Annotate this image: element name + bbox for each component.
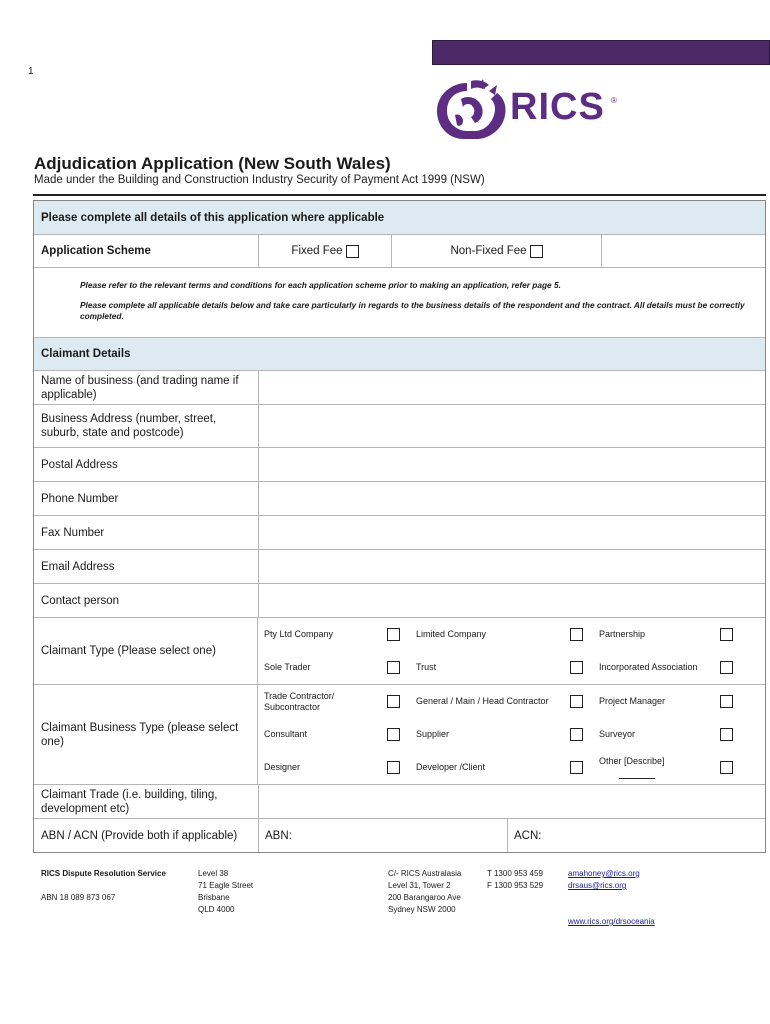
application-form (33, 200, 766, 853)
address-line: Brisbane (198, 893, 230, 902)
option-surveyor: Surveyor (599, 729, 636, 739)
footer-abn: ABN 18 089 873 067 (41, 893, 116, 902)
field-row-business-name (34, 371, 765, 405)
partnership-checkbox[interactable] (720, 628, 733, 641)
option-partnership: Partnership (599, 629, 646, 639)
page-subtitle: Made under the Building and Construction Industry Security of Payment Act 1999 (NSW) (34, 174, 485, 186)
address-line: Level 31, Tower 2 (388, 881, 451, 890)
note-terms: Please refer to the relevant terms and conditions for each application scheme prior to making an application, refer page 5. (80, 280, 561, 290)
option-other (593, 751, 715, 784)
option-limited-company: Limited Company (416, 629, 487, 639)
claimant-header-text: Claimant Details (41, 348, 131, 360)
contact-person-label: Contact person (34, 584, 259, 617)
abn-label: ABN: (265, 829, 292, 842)
application-scheme-row (34, 235, 765, 268)
consultant-checkbox[interactable] (387, 728, 400, 741)
option-sole-trader: Sole Trader (264, 662, 311, 672)
scheme-label: Application Scheme (34, 235, 259, 267)
address-line: C/- RICS Australasia (388, 869, 462, 878)
intro-section-header (34, 201, 765, 235)
scheme-blank-cell (602, 235, 765, 267)
other-checkbox[interactable] (720, 761, 733, 774)
surveyor-checkbox[interactable] (720, 728, 733, 741)
email-link-drsaus[interactable]: drsaus@rics.org (568, 881, 627, 890)
email-link-amahoney[interactable]: amahoney@rics.org (568, 869, 640, 878)
non-fixed-fee-label: Non-Fixed Fee (450, 245, 527, 257)
abn-acn-label: ABN / ACN (Provide both if applicable) (34, 819, 259, 852)
contact-person-input[interactable] (259, 584, 765, 617)
other-describe-label: Other [Describe] (599, 756, 665, 766)
option-project-manager: Project Manager (599, 696, 666, 706)
business-type-label: Claimant Business Type (please select one) (34, 685, 258, 784)
footer-contact-numbers (487, 868, 543, 892)
project-manager-checkbox[interactable] (720, 695, 733, 708)
email-label: Email Address (34, 550, 259, 583)
option-designer: Designer (264, 762, 301, 772)
sole-trader-checkbox[interactable] (387, 661, 400, 674)
fax-label: Fax Number (34, 516, 259, 549)
claimant-type-row (34, 618, 765, 685)
option-pty-ltd: Pty Ltd Company (264, 629, 334, 639)
footer-org-name: RICS Dispute Resolution Service (41, 869, 166, 878)
abn-field[interactable] (259, 819, 508, 852)
field-row-contact (34, 584, 765, 618)
field-row-business-address (34, 405, 765, 448)
limited-company-checkbox[interactable] (570, 628, 583, 641)
claimant-type-label: Claimant Type (Please select one) (34, 618, 258, 684)
footer-phone: T 1300 953 459 (487, 869, 543, 878)
option-supplier: Supplier (416, 729, 450, 739)
footer-links (568, 868, 655, 928)
option-general-contractor: General / Main / Head Contractor (416, 696, 549, 706)
phone-input[interactable] (259, 482, 765, 515)
non-fixed-fee-checkbox[interactable] (530, 245, 543, 258)
business-name-input[interactable] (259, 371, 765, 404)
option-incorporated-association: Incorporated Association (599, 662, 698, 672)
page-title: Adjudication Application (New South Wales) (34, 154, 391, 173)
pty-ltd-checkbox[interactable] (387, 628, 400, 641)
designer-checkbox[interactable] (387, 761, 400, 774)
fixed-fee-option[interactable] (259, 235, 392, 267)
page-number: 1 (28, 66, 34, 77)
fixed-fee-label: Fixed Fee (291, 245, 343, 257)
other-describe-line[interactable] (619, 778, 655, 779)
registered-mark: ® (611, 96, 617, 105)
abn-acn-row (34, 819, 765, 852)
address-line: QLD 4000 (198, 905, 235, 914)
fixed-fee-checkbox[interactable] (346, 245, 359, 258)
postal-address-label: Postal Address (34, 448, 259, 481)
option-consultant: Consultant (264, 729, 308, 739)
note-details: Please complete all applicable details below and take care particularly in regards to the business details of the respondent and the contract. All details must be correctly completed. (80, 300, 745, 321)
non-fixed-fee-option[interactable] (392, 235, 602, 267)
option-developer-client: Developer /Client (416, 762, 486, 772)
footer-org-block (41, 868, 166, 904)
acn-field[interactable] (508, 819, 765, 852)
postal-address-input[interactable] (259, 448, 765, 481)
business-address-label: Business Address (number, street, suburb, state and postcode) (34, 405, 259, 447)
address-line: 71 Eagle Street (198, 881, 254, 890)
rics-logo-text: RICS (510, 86, 605, 128)
header-bar (432, 40, 770, 65)
supplier-checkbox[interactable] (570, 728, 583, 741)
business-address-input[interactable] (259, 405, 765, 447)
claimant-trade-row (34, 785, 765, 819)
claimant-type-options (258, 618, 765, 684)
business-type-row (34, 685, 765, 785)
fax-input[interactable] (259, 516, 765, 549)
footer-address-sydney (388, 868, 461, 916)
address-line: Sydney NSW 2000 (388, 905, 456, 914)
email-input[interactable] (259, 550, 765, 583)
option-trust: Trust (416, 662, 437, 672)
footer-address-brisbane (198, 868, 253, 916)
claimant-section-header (34, 338, 765, 371)
instructions-notes (34, 268, 765, 338)
footer-fax: F 1300 953 529 (487, 881, 544, 890)
claimant-trade-input[interactable] (259, 785, 765, 818)
title-divider (33, 194, 766, 196)
trust-checkbox[interactable] (570, 661, 583, 674)
field-row-phone (34, 482, 765, 516)
phone-label: Phone Number (34, 482, 259, 515)
address-line: Level 38 (198, 869, 229, 878)
field-row-postal-address (34, 448, 765, 482)
address-line: 200 Barangaroo Ave (388, 893, 461, 902)
field-row-fax (34, 516, 765, 550)
developer-client-checkbox[interactable] (570, 761, 583, 774)
trade-contractor-checkbox[interactable] (387, 695, 400, 708)
website-link[interactable]: www.rics.org/drsoceania (568, 917, 655, 926)
acn-label: ACN: (514, 829, 542, 842)
incorporated-association-checkbox[interactable] (720, 661, 733, 674)
intro-header-text: Please complete all details of this application where applicable (41, 211, 385, 224)
field-row-email (34, 550, 765, 584)
business-type-options (258, 685, 765, 784)
business-name-label: Name of business (and trading name if applicable) (34, 371, 259, 404)
option-trade-contractor: Trade Contractor/ Subcontractor (264, 690, 335, 712)
general-contractor-checkbox[interactable] (570, 695, 583, 708)
claimant-trade-label: Claimant Trade (i.e. building, tiling, development etc) (34, 785, 259, 818)
